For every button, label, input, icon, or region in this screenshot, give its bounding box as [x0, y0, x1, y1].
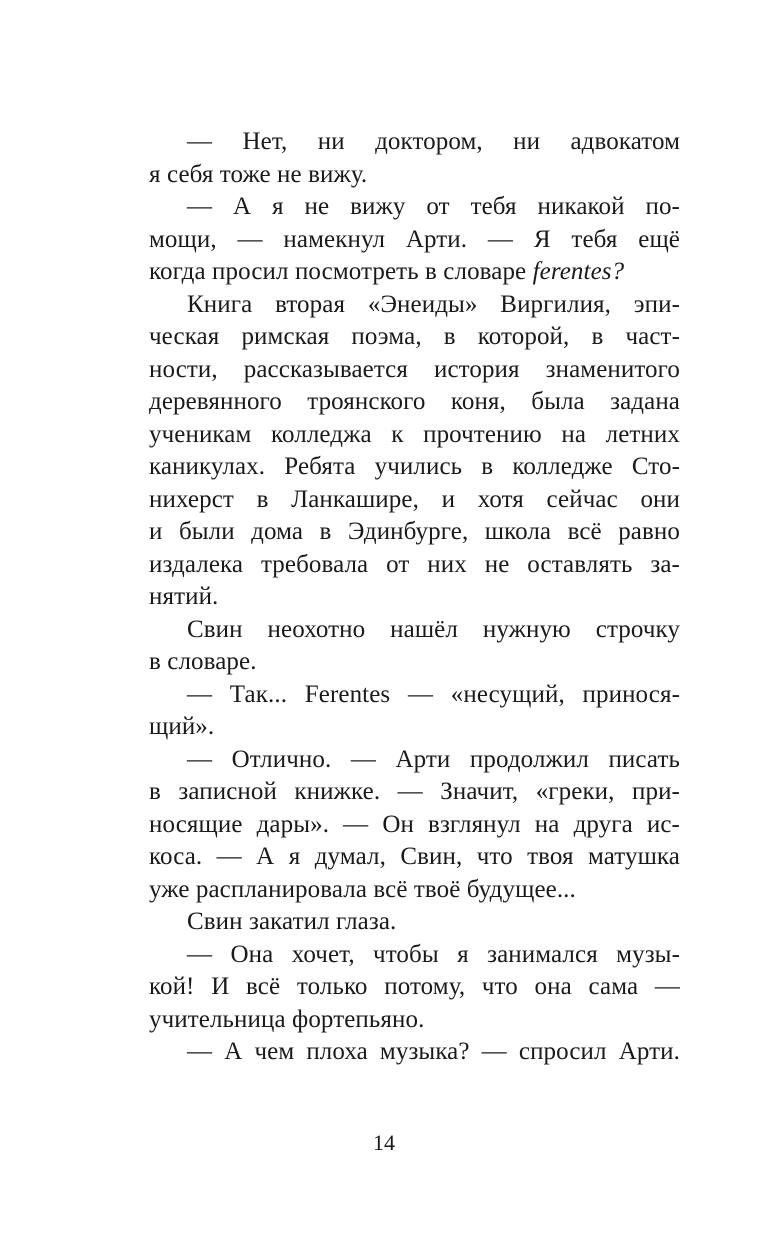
text-line: — А я не вижу от тебя никакой по-	[187, 193, 680, 220]
text-line: Свин неохотно нашёл нужную строчку	[187, 615, 680, 643]
text-line: издалека требовала от них не оставлять за-	[149, 550, 680, 578]
text-line: уже распланировала всё твоё будущее...	[149, 875, 576, 903]
text-line: нихерст в Ланкашире, и хотя сейчас они	[149, 485, 680, 513]
text-line	[149, 256, 680, 289]
text-line: учительница фортепьяно.	[149, 1005, 425, 1033]
text-line: — А чем плоха музыка? — спросил Арти.	[187, 1038, 680, 1065]
text-line: каникулах. Ребята учились в колледже Сто-	[149, 453, 680, 480]
text-line: ученикам колледжа к прочтению на летних	[149, 420, 680, 448]
text-line: — Она хочет, чтобы я занимался музы-	[187, 940, 680, 968]
text-line: носящие дары». — Он взглянул на друга ис-	[149, 810, 680, 838]
page-number: 14	[373, 1130, 395, 1155]
text-line: и были дома в Эдинбурге, школа всё равно	[149, 518, 680, 545]
text-line: Книга вторая «Энеиды» Виргилия, эпи-	[187, 290, 680, 318]
text-line: — Так... Ferentes — «несущий, принося-	[187, 680, 680, 708]
text-line: ческая римская поэма, в которой, в част-	[149, 323, 680, 350]
text-line: — Отлично. — Арти продолжил писать	[187, 745, 680, 773]
text-line: деревянного троянского коня, была задана	[149, 388, 680, 415]
text-line: ности, рассказывается история знаменитого	[149, 355, 680, 383]
text-line-part: когда просил посмотреть в словаре	[149, 258, 533, 285]
text-line: — Нет, ни доктором, ни адвокатом	[187, 128, 680, 155]
text-line: кой! И всё только потому, что она сама —	[149, 973, 680, 1000]
text-line: нятий.	[149, 583, 219, 610]
text-line: в записной книжке. — Значит, «греки, при-	[149, 778, 680, 805]
body-text	[149, 126, 680, 1069]
text-line: коса. — А я думал, Свин, что твоя матушка	[149, 843, 680, 870]
text-line: Свин закатил глаза.	[187, 908, 397, 935]
text-line: я себя тоже не вижу.	[149, 160, 368, 188]
latin-word: ferentes?	[532, 258, 625, 285]
text-line: в словаре.	[149, 648, 257, 675]
text-line: мощи, — намекнул Арти. — Я тебя ещё	[149, 225, 680, 253]
text-line: щий».	[149, 713, 215, 740]
